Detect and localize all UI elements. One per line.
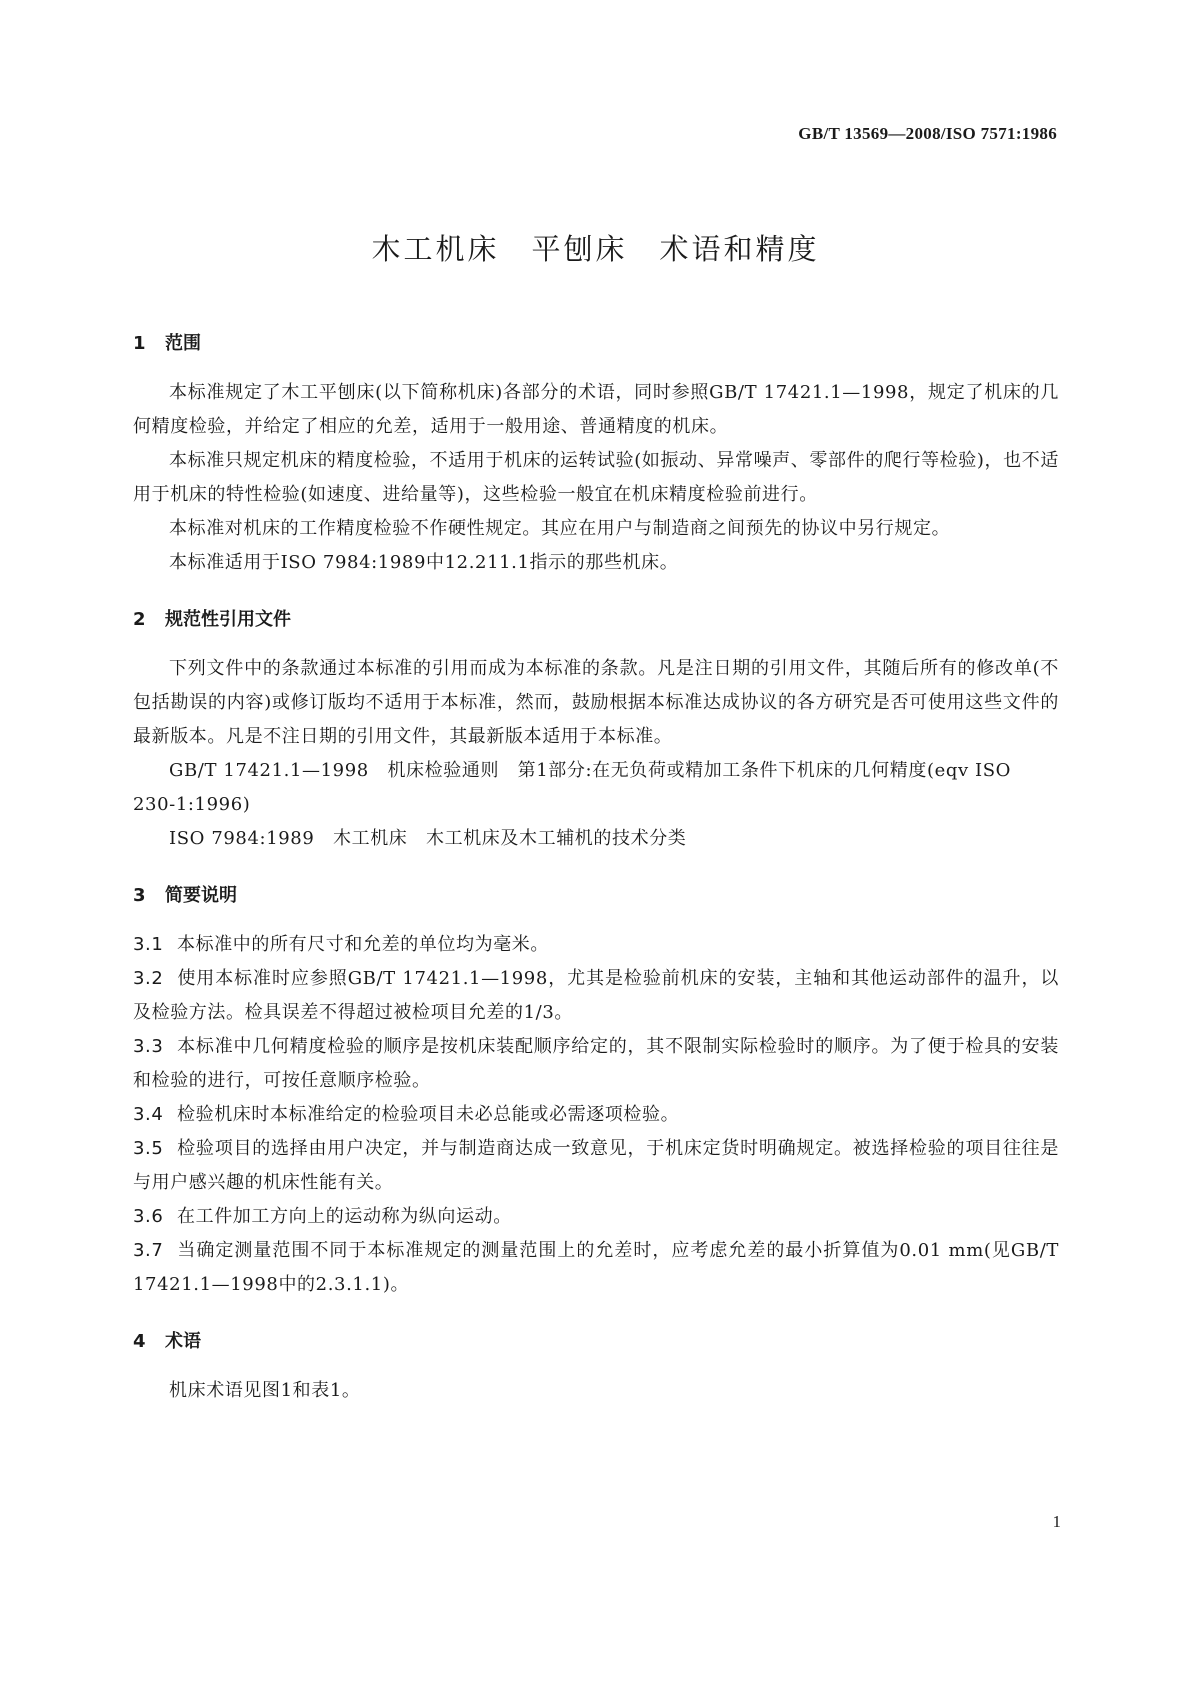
clause — [133, 928, 1059, 962]
section-title: 范围 — [165, 333, 201, 354]
section-number: 2 — [133, 609, 146, 630]
section-heading — [133, 1328, 1059, 1356]
clause-number: 3.2 — [133, 968, 164, 989]
paragraph: 下列文件中的条款通过本标准的引用而成为本标准的条款。凡是注日期的引用文件，其随后所有的修改单(不包括勘误的内容)或修订版均不适用于本标准，然而，鼓励根据本标准达成协议的各方研究是否可使用这些文件的最新版本。凡是不注日期的引用文件，其最新版本适用于本标准。 — [133, 658, 1059, 747]
clause — [133, 1132, 1059, 1200]
standard-code: GB/T 13569—2008/ISO 7571:1986 — [798, 124, 1057, 143]
section-number: 1 — [133, 333, 146, 354]
paragraph: 本标准只规定机床的精度检验，不适用于机床的运转试验(如振动、异常噪声、零部件的爬行等检验)，也不适用于机床的特性检验(如速度、进给量等)，这些检验一般宜在机床精度检验前进行。 — [133, 450, 1059, 505]
reference-item: GB/T 17421.1—1998 机床检验通则 第1部分:在无负荷或精加工条件下机床的几何精度(eqv ISO 230-1:1996) — [133, 760, 1012, 815]
clause — [133, 1098, 1059, 1132]
section-heading — [133, 330, 1059, 358]
section-brief-notes — [133, 882, 1059, 1302]
clause — [133, 1234, 1059, 1302]
clause-number: 3.4 — [133, 1104, 164, 1125]
clause — [133, 1200, 1059, 1234]
document-body — [133, 330, 1059, 1408]
clause-text: 本标准中几何精度检验的顺序是按机床装配顺序给定的，其不限制实际检验时的顺序。为了便于检具的安装和检验的进行，可按任意顺序检验。 — [133, 1036, 1059, 1091]
document-title: 木工机床 平刨床 术语和精度 — [371, 232, 820, 266]
section-number: 4 — [133, 1331, 146, 1352]
clause — [133, 962, 1059, 1030]
clause-text: 检验项目的选择由用户决定，并与制造商达成一致意见，于机床定货时明确规定。被选择检验的项目往往是与用户感兴趣的机床性能有关。 — [133, 1138, 1059, 1193]
reference-item: ISO 7984:1989 木工机床 木工机床及木工辅机的技术分类 — [169, 828, 687, 849]
section-normative-references — [133, 606, 1059, 856]
clause-number: 3.7 — [133, 1240, 164, 1261]
page-number: 1 — [1052, 1512, 1061, 1531]
paragraph: 本标准对机床的工作精度检验不作硬性规定。其应在用户与制造商之间预先的协议中另行规定。 — [169, 518, 951, 539]
clause-number: 3.6 — [133, 1206, 164, 1227]
section-title: 规范性引用文件 — [165, 609, 291, 630]
clause-text: 检验机床时本标准给定的检验项目未必总能或必需逐项检验。 — [177, 1104, 680, 1125]
section-scope — [133, 330, 1059, 580]
section-heading — [133, 882, 1059, 910]
clause-text: 使用本标准时应参照GB/T 17421.1—1998，尤其是检验前机床的安装，主轴和其他运动部件的温升，以及检验方法。检具误差不得超过被检项目允差的1/3。 — [133, 968, 1059, 1023]
clause-number: 3.1 — [133, 934, 164, 955]
section-terms — [133, 1328, 1059, 1408]
clause-number: 3.5 — [133, 1138, 164, 1159]
paragraph: 本标准适用于ISO 7984:1989中12.211.1指示的那些机床。 — [169, 552, 679, 573]
clause-text: 本标准中的所有尺寸和允差的单位均为毫米。 — [177, 934, 549, 955]
section-heading — [133, 606, 1059, 634]
section-title: 术语 — [165, 1331, 201, 1352]
clause-number: 3.3 — [133, 1036, 164, 1057]
section-number: 3 — [133, 885, 146, 906]
clause — [133, 1030, 1059, 1098]
paragraph: 本标准规定了木工平刨床(以下简称机床)各部分的术语，同时参照GB/T 17421.1—1998，规定了机床的几何精度检验，并给定了相应的允差，适用于一般用途、普通精度的机床。 — [133, 382, 1059, 437]
paragraph: 机床术语见图1和表1。 — [169, 1380, 361, 1401]
clause-text: 当确定测量范围不同于本标准规定的测量范围上的允差时，应考虑允差的最小折算值为0.01 mm(见GB/T 17421.1—1998中的2.3.1.1)。 — [133, 1240, 1059, 1295]
section-title: 简要说明 — [165, 885, 237, 906]
clause-text: 在工件加工方向上的运动称为纵向运动。 — [177, 1206, 512, 1227]
